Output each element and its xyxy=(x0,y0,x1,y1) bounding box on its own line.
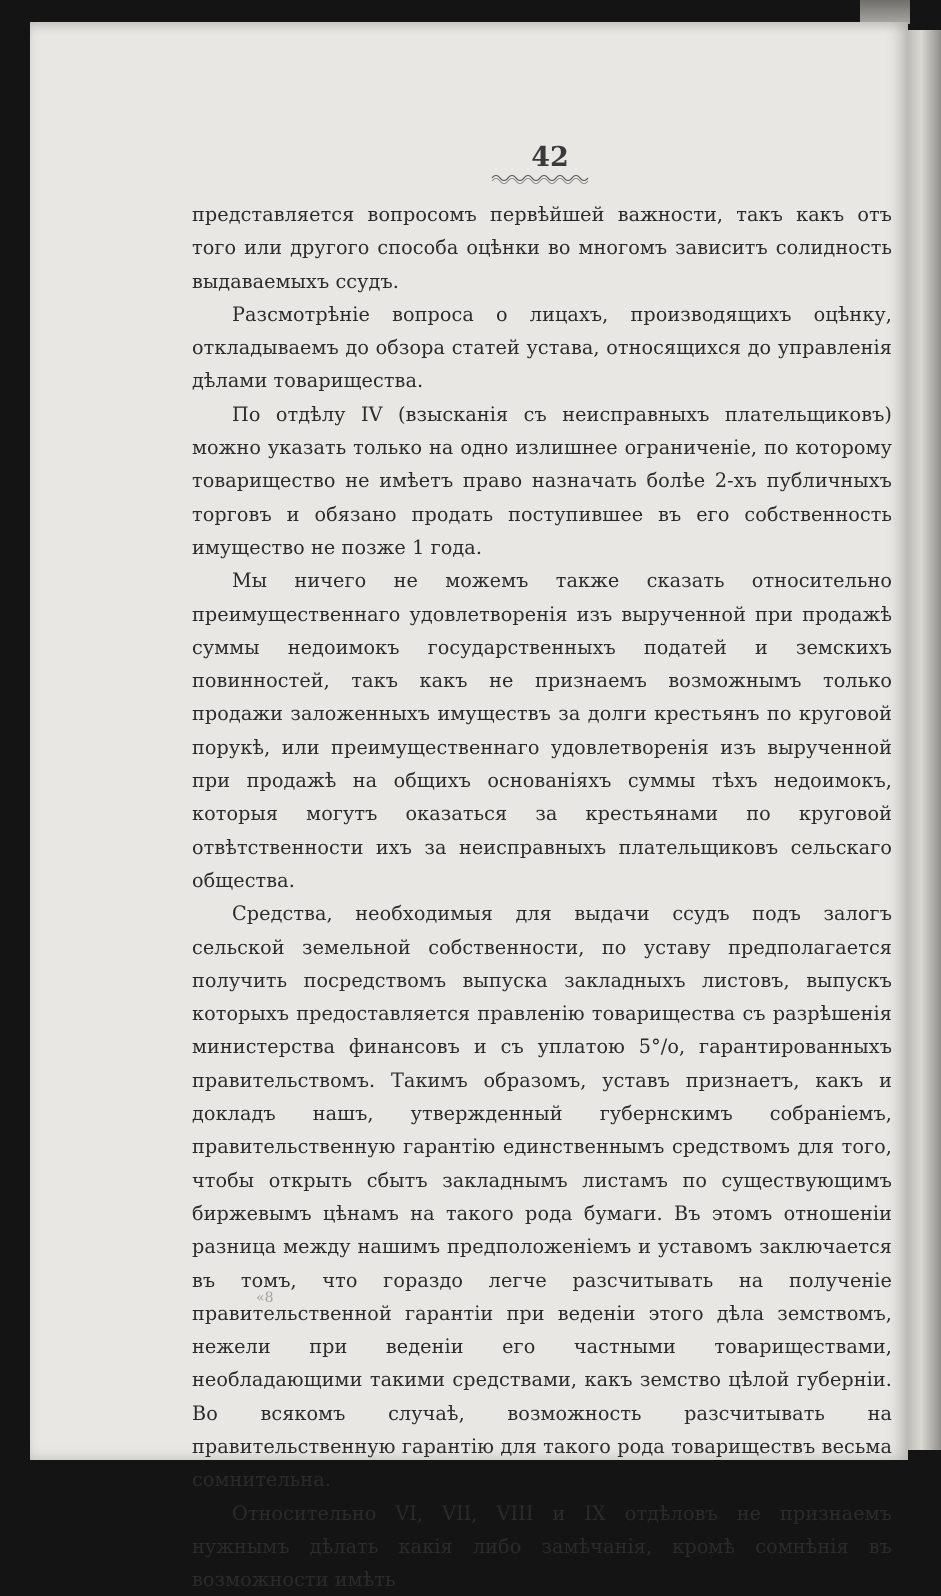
page-top-shadow xyxy=(860,0,910,24)
page-number: 42 xyxy=(531,142,569,173)
paragraph-arrears: Мы ничего не можемъ также сказать относительно преимущественнаго удовлетворенія изъ вырученной при продажѣ суммы недоимокъ государственныхъ податей и земскихъ повинностей, такъ какъ не признаемъ возможнымъ только продажи заложенныхъ имуществъ за долги крестьянъ по круговой порукѣ, или преимущественнаго удовлетворенія изъ вырученной при продажѣ на общихъ основаніяхъ суммы тѣхъ недоимокъ, которыя могутъ оказаться за крестьянами по круговой отвѣтственности ихъ за неисправныхъ плательщиковъ сельскаго общества. xyxy=(192,569,892,892)
paragraph-sections-vi-ix: Относительно VI, VII, VIII и IX отдѣловъ не признаемъ нужнымъ дѣлать какія либо замѣчанія, кромѣ сомнѣнія въ возможности имѣть xyxy=(192,1501,892,1592)
wavy-rule-ornament xyxy=(490,172,590,184)
paragraph-section-iv: По отдѣлу IV (взысканія съ неисправныхъ плательщиковъ) можно указать только на одно излишнее ограниченіе, по которому товарищество не имѣетъ право назначать болѣе 2-хъ публичныхъ торговъ и обязано продать поступившее въ его собственность имущество не позже 1 года. xyxy=(192,402,892,559)
body-text xyxy=(192,198,892,1596)
margin-mark: «8 xyxy=(256,1290,274,1306)
paragraph-continuation: представляется вопросомъ первѣйшей важности, такъ какъ отъ того или другого способа оцѣнки во многомъ зависитъ солидность выдаваемыхъ ссудъ. xyxy=(192,203,892,293)
paragraph-persons-evaluating: Разсмотрѣніе вопроса о лицахъ, производящихъ оцѣнку, откладываемъ до обзора статей устава, относящихся до управленія дѣлами товарищества. xyxy=(192,302,892,393)
adjacent-page-edge xyxy=(908,30,941,1450)
paragraph-funding: Средства, необходимыя для выдачи ссудъ подъ залогъ сельской земельной собственности, по уставу предполагается получить посредствомъ выпуска закладныхъ листовъ, выпускъ которыхъ предоставляется правленію товарищества съ разрѣшенія министерства финансовъ и съ уплатою 5°/о, гарантированныхъ правительствомъ. Такимъ образомъ, уставъ признаетъ, какъ и докладъ нашъ, утвержденный губернскимъ собраніемъ, правительственную гарантію единственнымъ средствомъ для того, чтобы открыть сбытъ закладнымъ листамъ по существующимъ биржевымъ цѣнамъ на такого рода бумаги. Въ этомъ отношеніи разница между нашимъ предположеніемъ и уставомъ заключается въ томъ, что гораздо легче разсчитывать на полученіе правительственной гарантіи при веденіи этого дѣла земствомъ, нежели при веденіи его частными товариществами, необладающими такими средствами, какъ земство цѣлой губерніи. Во всякомъ случаѣ, возможность разсчитывать на правительственную гарантію для такого рода товариществъ весьма сомнительна. xyxy=(192,902,892,1492)
